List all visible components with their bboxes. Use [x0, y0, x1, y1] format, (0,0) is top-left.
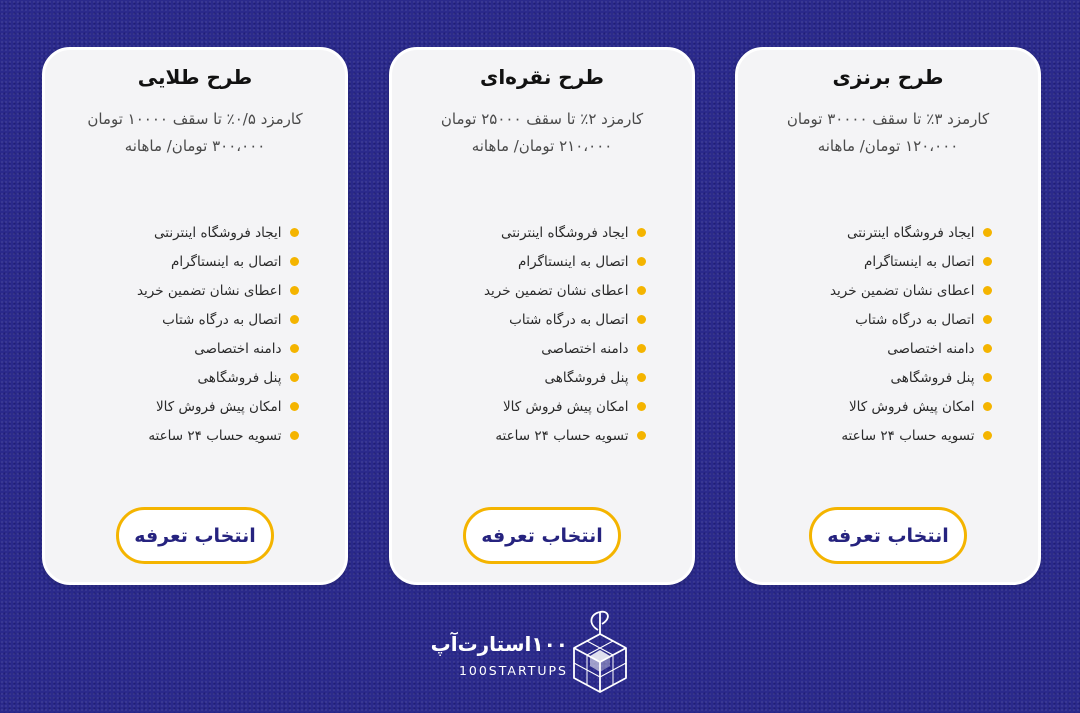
feature-text: اتصال به درگاه شتاب — [162, 311, 282, 328]
feature-text: امکان پیش فروش کالا — [848, 398, 975, 415]
feature-list — [738, 218, 1038, 450]
bullet-icon — [983, 402, 992, 411]
feature-list — [392, 218, 692, 450]
feature-item — [738, 392, 1038, 421]
bullet-icon — [290, 373, 299, 382]
brand-name-en: 100STARTUPS — [458, 663, 568, 678]
feature-text: امکان پیش فروش کالا — [155, 398, 282, 415]
feature-text: دامنه اختصاصی — [887, 340, 975, 357]
brand-name-fa: ۱۰۰استارت‌آپ — [430, 632, 568, 656]
plan-title: طرح نقره‌ای — [480, 65, 604, 89]
bullet-icon — [637, 402, 646, 411]
bullet-icon — [290, 315, 299, 324]
bullet-icon — [637, 344, 646, 353]
feature-item — [392, 276, 692, 305]
plan-fee-monthly: ۳۰۰،۰۰۰ تومان/ ماهانه — [124, 137, 266, 155]
feature-item — [45, 305, 345, 334]
bullet-icon — [290, 257, 299, 266]
feature-text: اتصال به اینستاگرام — [863, 253, 975, 270]
feature-item — [45, 392, 345, 421]
plan-card-silver — [389, 47, 695, 585]
feature-item — [392, 218, 692, 247]
cube-sprout-logo-icon — [568, 606, 632, 696]
feature-text: پنل فروشگاهی — [890, 369, 975, 386]
bullet-icon — [290, 286, 299, 295]
plan-fee-monthly: ۱۲۰،۰۰۰ تومان/ ماهانه — [817, 137, 959, 155]
select-plan-button[interactable]: انتخاب تعرفه — [116, 507, 274, 564]
feature-item — [45, 334, 345, 363]
bullet-icon — [983, 286, 992, 295]
bullet-icon — [983, 228, 992, 237]
feature-text: اتصال به درگاه شتاب — [855, 311, 975, 328]
bullet-icon — [637, 286, 646, 295]
plan-card-gold — [42, 47, 348, 585]
bullet-icon — [637, 431, 646, 440]
feature-item — [738, 247, 1038, 276]
feature-item — [392, 305, 692, 334]
bullet-icon — [983, 344, 992, 353]
bullet-icon — [290, 344, 299, 353]
feature-item — [738, 276, 1038, 305]
feature-item — [738, 421, 1038, 450]
feature-text: اعطای نشان تضمین خرید — [483, 282, 629, 299]
bullet-icon — [983, 257, 992, 266]
feature-text: تسویه حساب ۲۴ ساعته — [495, 427, 629, 444]
brand-logo — [430, 606, 640, 701]
feature-text: دامنه اختصاصی — [541, 340, 629, 357]
feature-text: تسویه حساب ۲۴ ساعته — [841, 427, 975, 444]
feature-item — [45, 363, 345, 392]
plan-fee — [402, 106, 682, 160]
feature-text: اتصال به درگاه شتاب — [509, 311, 629, 328]
feature-text: ایجاد فروشگاه اینترنتی — [847, 224, 975, 241]
feature-item — [392, 363, 692, 392]
bullet-icon — [637, 228, 646, 237]
feature-item — [738, 334, 1038, 363]
bullet-icon — [983, 315, 992, 324]
bullet-icon — [290, 402, 299, 411]
feature-text: ایجاد فروشگاه اینترنتی — [501, 224, 629, 241]
plan-fee-commission: کارمزد ۲٪ تا سقف ۲۵۰۰۰ تومان — [440, 110, 644, 128]
feature-item — [45, 276, 345, 305]
bullet-icon — [290, 431, 299, 440]
bullet-icon — [637, 373, 646, 382]
feature-text: اعطای نشان تضمین خرید — [829, 282, 975, 299]
feature-item — [392, 421, 692, 450]
bullet-icon — [983, 431, 992, 440]
feature-item — [45, 247, 345, 276]
plan-fee-monthly: ۲۱۰،۰۰۰ تومان/ ماهانه — [471, 137, 613, 155]
plan-fee — [748, 106, 1028, 160]
feature-text: ایجاد فروشگاه اینترنتی — [154, 224, 282, 241]
feature-text: اتصال به اینستاگرام — [517, 253, 629, 270]
plan-fee-commission: کارمزد ۰/۵٪ تا سقف ۱۰۰۰۰ تومان — [87, 110, 303, 128]
plan-title: طرح برنزی — [832, 65, 944, 89]
feature-item — [738, 305, 1038, 334]
select-plan-button[interactable]: انتخاب تعرفه — [463, 507, 621, 564]
feature-item — [45, 421, 345, 450]
feature-text: تسویه حساب ۲۴ ساعته — [148, 427, 282, 444]
bullet-icon — [637, 257, 646, 266]
feature-item — [738, 218, 1038, 247]
feature-list — [45, 218, 345, 450]
bullet-icon — [637, 315, 646, 324]
feature-item — [392, 247, 692, 276]
feature-text: پنل فروشگاهی — [544, 369, 629, 386]
feature-text: اعطای نشان تضمین خرید — [136, 282, 282, 299]
feature-item — [738, 363, 1038, 392]
plan-card-bronze — [735, 47, 1041, 585]
plan-fee-commission: کارمزد ۳٪ تا سقف ۳۰۰۰۰ تومان — [786, 110, 990, 128]
feature-text: اتصال به اینستاگرام — [170, 253, 282, 270]
plan-fee — [55, 106, 335, 160]
feature-text: دامنه اختصاصی — [194, 340, 282, 357]
select-plan-button[interactable]: انتخاب تعرفه — [809, 507, 967, 564]
feature-text: امکان پیش فروش کالا — [502, 398, 629, 415]
bullet-icon — [290, 228, 299, 237]
feature-text: پنل فروشگاهی — [197, 369, 282, 386]
feature-item — [392, 392, 692, 421]
feature-item — [392, 334, 692, 363]
bullet-icon — [983, 373, 992, 382]
plan-title: طرح طلایی — [137, 65, 253, 89]
feature-item — [45, 218, 345, 247]
